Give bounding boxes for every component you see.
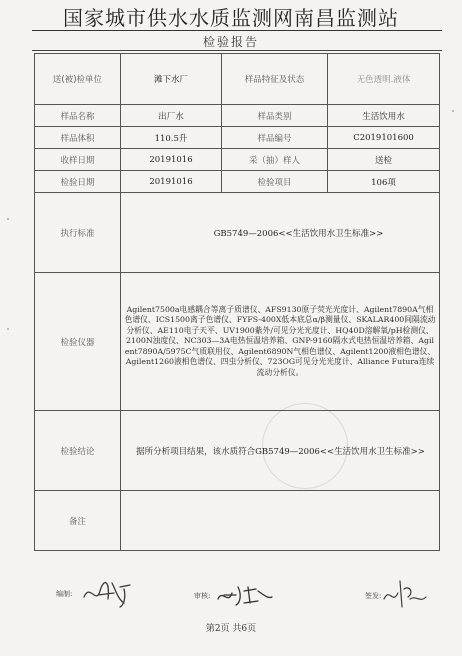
sample-number-label: 样品编号: [222, 127, 328, 149]
sampler-value: 送检: [328, 149, 440, 171]
reviewed-by-label: 审核:: [194, 592, 211, 600]
scan-speck: [7, 328, 9, 330]
table-row: [35, 149, 440, 171]
report-title: 检验报告: [202, 35, 259, 49]
signature-row: [0, 577, 462, 617]
sample-state-label: 样品特征及状态: [222, 54, 328, 105]
sample-volume-value: 110.5升: [121, 127, 222, 149]
table-row: [35, 127, 440, 149]
prepared-by-label: 编制:: [56, 590, 73, 598]
table-row: [35, 171, 440, 193]
sampler-label: 采（抽）样人: [222, 149, 328, 171]
receive-date-value: 20191016: [121, 149, 222, 171]
report-table: [34, 53, 440, 551]
reviewed-signature: [214, 581, 276, 609]
test-date-value: 20191016: [121, 171, 222, 193]
sample-category-label: 样品类别: [222, 105, 328, 127]
standard-value: GB5749—2006<<生活饮用水卫生标准>>: [121, 193, 440, 273]
header-rule-top: [32, 30, 442, 31]
table-row: [35, 491, 440, 551]
sample-state-value: 无色透明.液体: [328, 54, 440, 105]
page-number: 第2页 共6页: [205, 624, 257, 634]
organization-title: 国家城市供水水质监测网南昌监测站: [63, 6, 399, 30]
scan-speck: [7, 218, 9, 220]
sample-number-value: C2019101600: [328, 127, 440, 149]
table-row: [35, 54, 440, 105]
instruments-label: 检验仪器: [35, 273, 121, 411]
test-items-label: 检验项目: [222, 171, 328, 193]
table-row: [35, 105, 440, 127]
sample-volume-label: 样品体积: [35, 127, 121, 149]
prepared-signature: [80, 577, 136, 611]
table-row: [35, 273, 440, 411]
remarks-value: [121, 491, 440, 551]
scan-speck: [452, 110, 454, 112]
test-items-value: 106项: [328, 171, 440, 193]
conclusion-value: 据所分析项目结果，该水质符合GB5749—2006<<生活饮用水卫生标准>>: [121, 411, 440, 491]
client-value: 滩下水厂: [121, 54, 222, 105]
header-rule-bottom: [32, 50, 442, 51]
sample-name-value: 出厂水: [121, 105, 222, 127]
receive-date-label: 收样日期: [35, 149, 121, 171]
table-row: [35, 193, 440, 273]
standard-label: 执行标准: [35, 193, 121, 273]
remarks-label: 备注: [35, 491, 121, 551]
conclusion-label: 检验结论: [35, 411, 121, 491]
sample-category-value: 生活饮用水: [328, 105, 440, 127]
instruments-value: Agilent7500a电感耦合等离子质谱仪、AFS9130原子荧光光度计、Agilent7890A气相色谱仪、ICS1500离子色谱仪、FYFS-400X低本底总α/β测量仪、SKALAR400间隔流动分析仪、AE110电子天平、UV1900紫外/可见分光光度计、HQ40D溶解氧/pH检测仪、2100N浊度仪、NC303—3A电热恒温培养箱、GNP-9160隔水式电热恒温培养箱、Agilent7890A/5975C气质联用仪、Agilent6890N气相色谱仪、Agilent1200液相色谱仪、Agilent1260液相色谱仪、四虫分析仪、723OG可见分光光度计、Alliance Futura连续流动分析仪。: [121, 273, 440, 411]
sample-name-label: 样品名称: [35, 105, 121, 127]
approved-signature: [380, 577, 430, 611]
approved-by-label: 签发:: [365, 592, 382, 600]
client-label: 送(被)检单位: [35, 54, 121, 105]
test-date-label: 检验日期: [35, 171, 121, 193]
table-row: [35, 411, 440, 491]
